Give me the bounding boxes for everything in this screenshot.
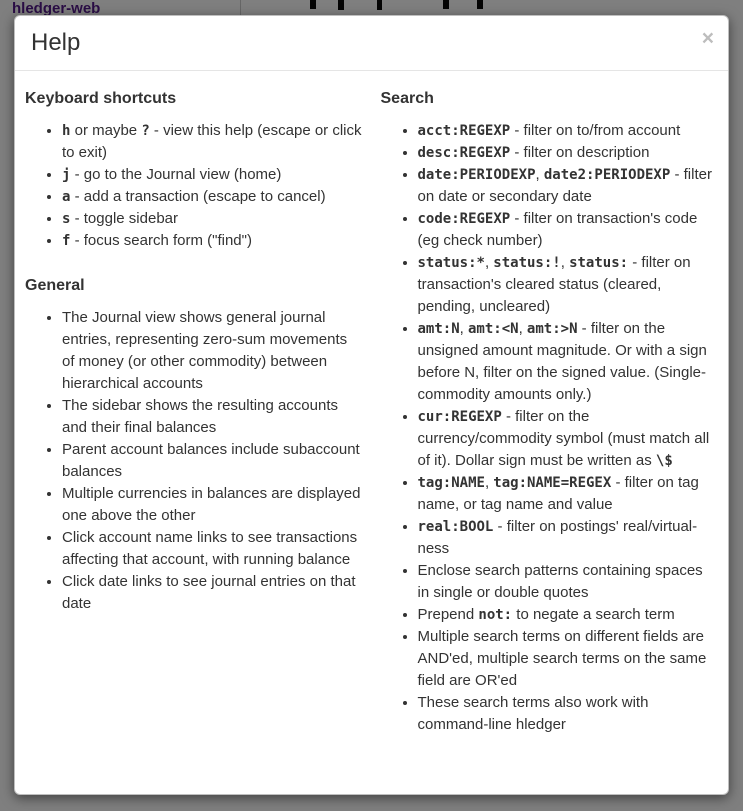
- help-list: [25, 120, 363, 252]
- code-term: s: [62, 211, 71, 227]
- help-item: • Click date links to see journal entries on that date: [62, 571, 363, 615]
- help-item: • Multiple search terms on different fields are AND'ed, multiple search terms on the same field are OR'ed: [418, 626, 719, 692]
- code-term: desc:REGEXP: [417, 145, 511, 161]
- code-term: not:: [478, 607, 513, 623]
- code-term: a: [62, 189, 71, 205]
- code-term: date:PERIODEXP: [417, 167, 536, 183]
- help-item: • The Journal view shows general journal entries, representing zero-sum movements of money (or other commodity) between hierarchical accounts: [62, 307, 363, 395]
- code-term: code:REGEXP: [417, 211, 511, 227]
- help-modal: [14, 15, 729, 795]
- help-item: • Click account name links to see transactions affecting that account, with running balance: [62, 527, 363, 571]
- code-term: amt:>N: [526, 321, 578, 337]
- help-item: • desc:REGEXP - filter on description: [418, 142, 719, 164]
- code-term: ?: [141, 123, 150, 139]
- help-item: • real:BOOL - filter on postings' real/virtual-ness: [418, 516, 719, 560]
- help-item: • The sidebar shows the resulting accounts and their final balances: [62, 395, 363, 439]
- help-list: [381, 120, 719, 736]
- help-item: • h or maybe ? - view this help (escape or click to exit): [62, 120, 363, 164]
- help-item: • status:*, status:!, status: - filter on transaction's cleared status (cleared, pending, uncleared): [418, 252, 719, 318]
- section-heading: Search: [380, 90, 434, 107]
- help-column-left: [25, 79, 363, 760]
- code-term: real:BOOL: [417, 519, 494, 535]
- help-item: • Multiple currencies in balances are displayed one above the other: [62, 483, 363, 527]
- code-term: cur:REGEXP: [417, 409, 502, 425]
- modal-title: Help: [31, 29, 81, 56]
- help-item: • Enclose search patterns containing spaces in single or double quotes: [418, 560, 719, 604]
- help-item: • Prepend not: to negate a search term: [418, 604, 719, 626]
- help-item: • These search terms also work with command-line hledger: [418, 692, 719, 736]
- code-term: acct:REGEXP: [417, 123, 511, 139]
- section-heading: General: [25, 277, 85, 294]
- code-term: tag:NAME: [417, 475, 485, 491]
- help-list: [25, 307, 363, 615]
- help-item: • tag:NAME, tag:NAME=REGEX - filter on tag name, or tag name and value: [418, 472, 719, 516]
- help-item: • j - go to the Journal view (home): [62, 164, 363, 186]
- help-item: • date:PERIODEXP, date2:PERIODEXP - filter on date or secondary date: [418, 164, 719, 208]
- code-term: amt:N: [417, 321, 460, 337]
- help-column-right: [381, 79, 719, 760]
- modal-header: [15, 16, 728, 71]
- help-item: • s - toggle sidebar: [62, 208, 363, 230]
- code-term: \$: [655, 453, 673, 469]
- code-term: status:: [569, 255, 629, 271]
- help-item: • acct:REGEXP - filter on to/from account: [418, 120, 719, 142]
- modal-body: [15, 71, 728, 780]
- code-term: f: [62, 233, 71, 249]
- help-item: • cur:REGEXP - filter on the currency/commodity symbol (must match all of it). Dollar sign must be written as \$: [418, 406, 719, 472]
- help-item: • code:REGEXP - filter on transaction's code (eg check number): [418, 208, 719, 252]
- code-term: status:!: [493, 255, 561, 271]
- help-item: • Parent account balances include subaccount balances: [62, 439, 363, 483]
- help-item: • f - focus search form ("find"): [62, 230, 363, 252]
- code-term: date2:PERIODEXP: [543, 167, 671, 183]
- code-term: status:*: [417, 255, 485, 271]
- code-term: tag:NAME=REGEX: [493, 475, 612, 491]
- code-term: h: [62, 123, 71, 139]
- help-item: • amt:N, amt:<N, amt:>N - filter on the unsigned amount magnitude. Or with a sign before N, filter on the signed value. (Single-commodity amounts only.): [418, 318, 719, 406]
- code-term: j: [62, 167, 71, 183]
- section-heading: Keyboard shortcuts: [25, 90, 177, 107]
- close-icon[interactable]: ×: [701, 27, 714, 50]
- help-item: • a - add a transaction (escape to cancel): [62, 186, 363, 208]
- code-term: amt:<N: [468, 321, 519, 337]
